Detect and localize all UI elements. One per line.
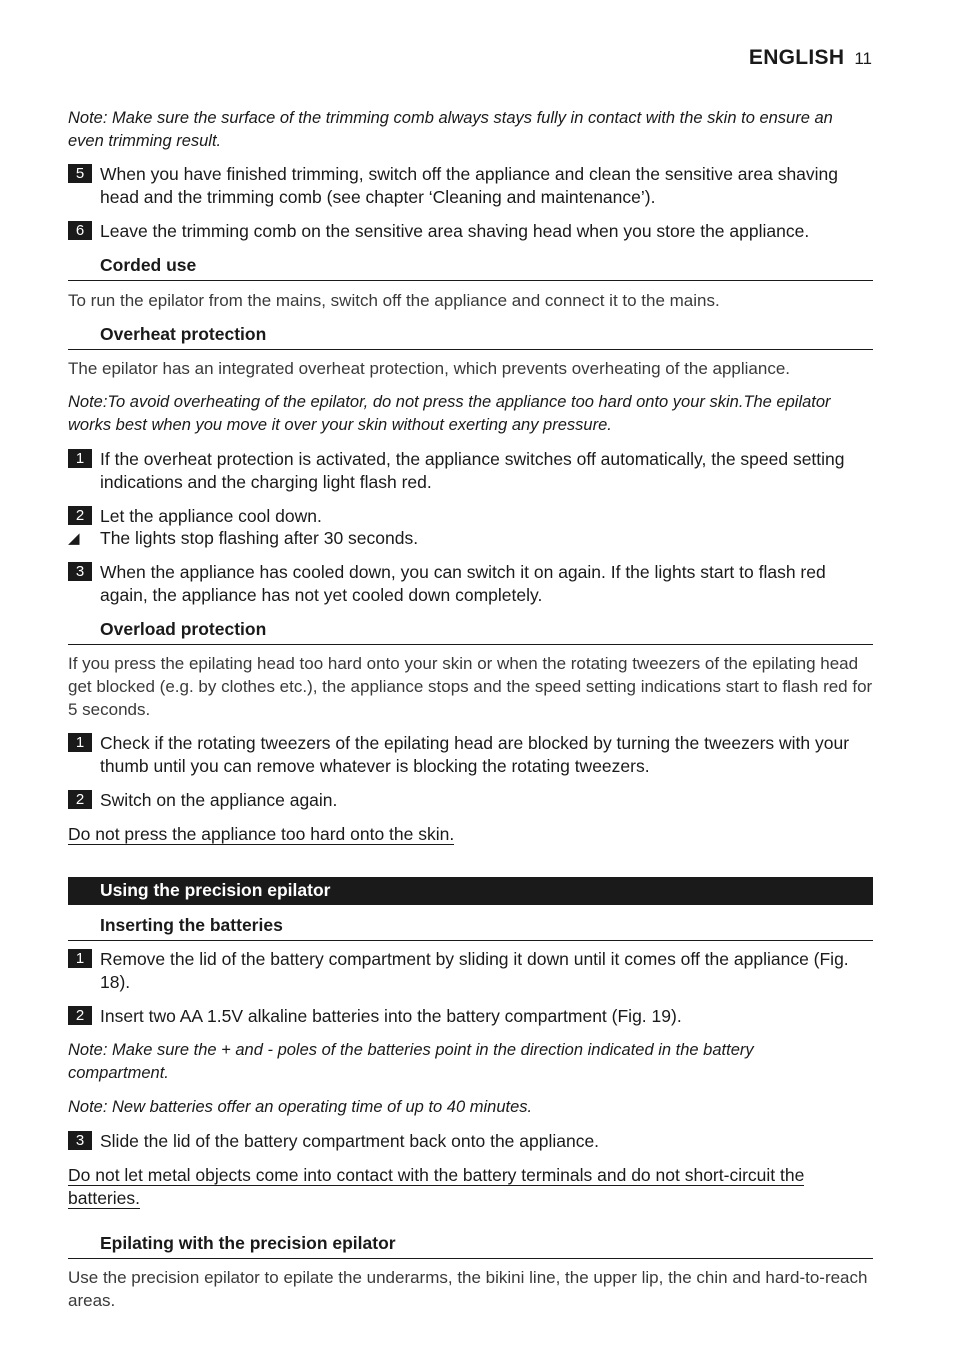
- warning-batteries: [68, 1164, 874, 1210]
- section-label: Using the precision epilator: [100, 880, 331, 900]
- subheading-label: Epilating with the precision epilator: [100, 1233, 396, 1253]
- step-number: 2: [68, 1006, 92, 1025]
- step-text: If the overheat protection is activated, the appliance switches off automatically, the speed setting indications and the charging light flash red.: [100, 449, 845, 492]
- step-overload-2: [68, 789, 874, 812]
- page-header: [749, 46, 872, 70]
- step-overheat-3: [68, 561, 874, 607]
- heading-overload-protection: [68, 617, 873, 645]
- warning-overload: [68, 823, 874, 846]
- step-overheat-2: [68, 505, 874, 528]
- result-arrow-icon: ◢: [68, 530, 80, 547]
- note-battery-poles: Note: Make sure the + and - poles of the batteries point in the direction indicated in the battery compartment.: [68, 1041, 754, 1082]
- step-number: 6: [68, 221, 92, 240]
- epilating-precision-text: Use the precision epilator to epilate the underarms, the bikini line, the upper lip, the chin and hard-to-reach areas.: [68, 1268, 868, 1310]
- overheat-text: The epilator has an integrated overheat protection, which prevents overheating of the appliance.: [68, 359, 791, 378]
- subheading-label: Inserting the batteries: [100, 915, 283, 935]
- result-overheat: [68, 527, 874, 550]
- step-number: 2: [68, 506, 92, 525]
- step-text: When you have finished trimming, switch off the appliance and clean the sensitive area shaving head and the trimming comb (see chapter ‘Cleaning and maintenance’).: [100, 164, 839, 207]
- step-overload-1: [68, 732, 874, 778]
- step-text: When the appliance has cooled down, you can switch it on again. If the lights start to flash red again, the appliance has not yet cooled down completely.: [100, 562, 826, 605]
- step-overheat-1: [68, 448, 874, 494]
- subheading-label: Overheat protection: [100, 324, 267, 344]
- step-number: 5: [68, 164, 92, 183]
- heading-overheat-protection: [68, 322, 873, 350]
- step-text: Switch on the appliance again.: [100, 790, 338, 810]
- step-text: Let the appliance cool down.: [100, 506, 322, 526]
- step-text: Leave the trimming comb on the sensitive area shaving head when you store the appliance.: [100, 221, 810, 241]
- step-number: 1: [68, 733, 92, 752]
- overload-text: If you press the epilating head too hard onto your skin or when the rotating tweezers of the epilating head get blocked (e.g. by clothes etc.), the appliance stops and the speed setting indications start to flash red for 5 seconds.: [68, 654, 873, 719]
- step-text: Remove the lid of the battery compartment by sliding it down until it comes off the appliance (Fig. 18).: [100, 949, 849, 992]
- step-number: 1: [68, 449, 92, 468]
- warning-text: Do not press the appliance too hard onto the skin.: [68, 824, 455, 844]
- warning-text: Do not let metal objects come into contact with the battery terminals and do not short-circuit the batteries.: [68, 1165, 805, 1208]
- note-trimming: Note: Make sure the surface of the trimming comb always stays fully in contact with the skin to ensure an even trimming result.: [68, 109, 833, 150]
- heading-inserting-batteries: [68, 913, 873, 941]
- note-battery-time: Note: New batteries offer an operating time of up to 40 minutes.: [68, 1098, 533, 1116]
- heading-corded-use: [68, 253, 873, 281]
- step-text: Check if the rotating tweezers of the epilating head are blocked by turning the tweezers with your thumb until you can remove whatever is blocking the rotating tweezers.: [100, 733, 850, 776]
- step-trimming-5: [68, 163, 874, 209]
- language-label: ENGLISH: [748, 46, 845, 69]
- step-trimming-6: [68, 220, 874, 243]
- section-precision-epilator: [68, 877, 873, 905]
- heading-epilating-precision: [68, 1231, 873, 1259]
- result-text: The lights stop flashing after 30 seconds.: [100, 528, 419, 548]
- step-number: 1: [68, 949, 92, 968]
- corded-use-text: To run the epilator from the mains, switch off the appliance and connect it to the mains.: [68, 291, 720, 310]
- step-batteries-2: [68, 1005, 874, 1028]
- page-number: 11: [854, 49, 872, 68]
- subheading-label: Overload protection: [100, 619, 267, 639]
- subheading-label: Corded use: [100, 255, 197, 275]
- step-batteries-3: [68, 1130, 874, 1153]
- step-number: 3: [68, 1131, 92, 1150]
- step-number: 3: [68, 562, 92, 581]
- step-text: Insert two AA 1.5V alkaline batteries into the battery compartment (Fig. 19).: [100, 1006, 682, 1026]
- step-batteries-1: [68, 948, 874, 994]
- step-text: Slide the lid of the battery compartment back onto the appliance.: [100, 1131, 600, 1151]
- note-overheat: Note:To avoid overheating of the epilator, do not press the appliance too hard onto your skin.The epilator works best when you move it over your skin without exerting any pressure.: [68, 393, 831, 434]
- step-number: 2: [68, 790, 92, 809]
